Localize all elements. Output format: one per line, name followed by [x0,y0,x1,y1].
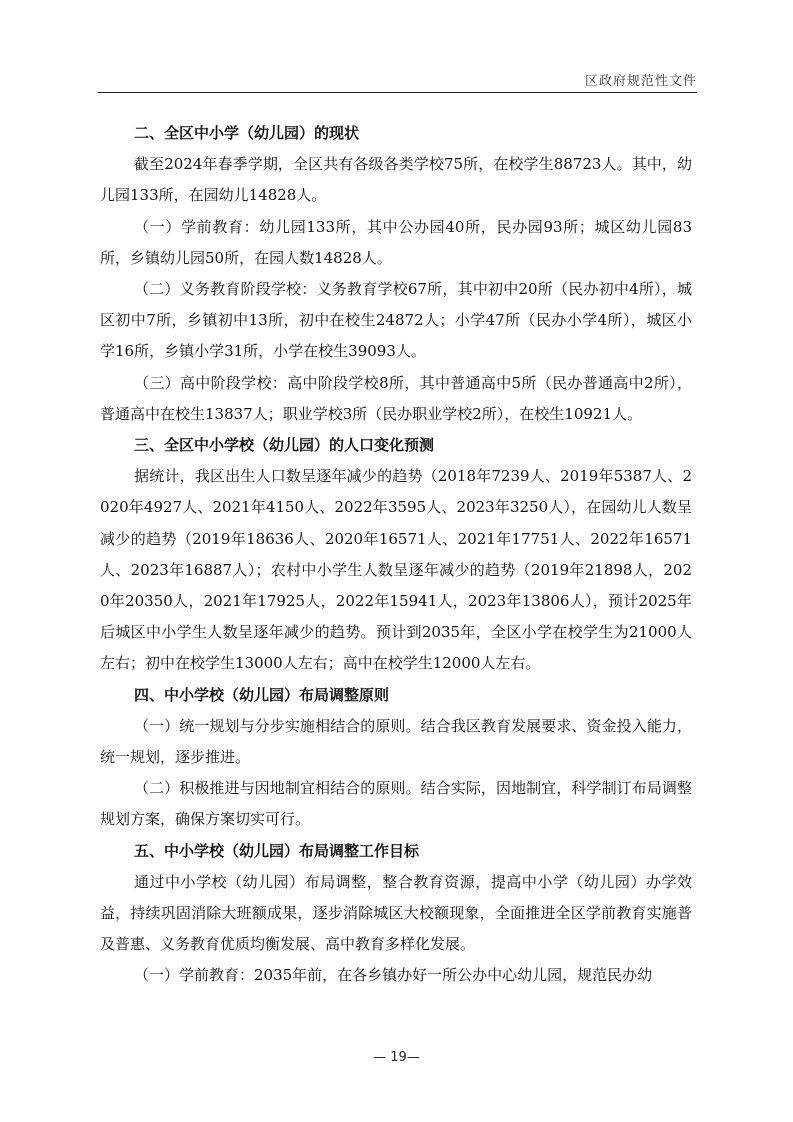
paragraph-highschool-status: （三）高中阶段学校：高中阶段学校8所，其中普通高中5所（民办普通高中2所），普通高中在校生13837人；职业学校3所（民办职业学校2所），在校生10921人。 [100,373,692,423]
section-heading-principles: 四、中小学校（幼儿园）布局调整原则 [134,685,390,704]
paragraph-goal-preschool: （一）学前教育：2035年前，在各乡镇办好一所公办中心幼儿园，规范民办幼 [134,966,653,985]
page-number: — 19— [373,1050,420,1065]
paragraph-principle-2: （二）积极推进与因地制宜相结合的原则。结合实际，因地制宜，科学制订布局调整规划方案，确保方案切实可行。 [100,779,692,829]
paragraph-population-forecast: 据统计，我区出生人口数呈逐年减少的趋势（2018年7239人、2019年5387人、2020年4927人、2021年4150人、2022年3595人、2023年3250人），在园幼儿人数呈减少的趋势（2019年18636人、2020年16571人、2021年17751人、2022年16571人、2023年16887人）；农村中小学生人数呈逐年减少的趋势（2019年21898人，2020年20350人，2021年17925人，2022年15941人，2023年13806人），预计2025年后城区中小学生人数呈逐年减少的趋势。预计到2035年，全区小学在校学生为21000人左右；初中在校学生13000人左右；高中在校学生12000人左右。 [100,467,692,673]
paragraph-goals-overview: 通过中小学校（幼儿园）布局调整，整合教育资源，提高中小学（幼儿园）办学效益，持续巩固消除大班额成果，逐步消除城区大校额现象，全面推进全区学前教育实施普及普惠、义务教育优质均衡发展、高中教育多样化发展。 [100,872,692,954]
paragraph-principle-1: （一）统一规划与分步实施相结合的原则。结合我区教育发展要求、资金投入能力，统一规划，逐步推进。 [100,716,692,767]
header-divider [98,92,697,93]
section-heading-status: 二、全区中小学（幼儿园）的现状 [134,124,360,142]
paragraph-status-overview: 截至2024年春季学期，全区共有各级各类学校75所，在校学生88723人。其中，幼儿园133所，在园幼儿14828人。 [100,155,692,205]
paragraph-preschool-status: （一）学前教育：幼儿园133所，其中公办园40所，民办园93所；城区幼儿园83所，乡镇幼儿园50所，在园人数14828人。 [100,217,692,267]
section-heading-population-forecast: 三、全区中小学校（幼儿园）的人口变化预测 [134,436,435,455]
document-category-label: 区政府规范性文件 [584,74,697,89]
document-body [100,118,692,992]
paragraph-compulsory-status: （二）义务教育阶段学校：义务教育学校67所，其中初中20所（民办初中4所），城区初中7所，乡镇初中13所，初中在校生24872人；小学47所（民办小学4所），城区小学16所，乡镇小学31所，小学在校生39093人。 [100,280,692,361]
section-heading-goals: 五、中小学校（幼儿园）布局调整工作目标 [134,841,420,860]
